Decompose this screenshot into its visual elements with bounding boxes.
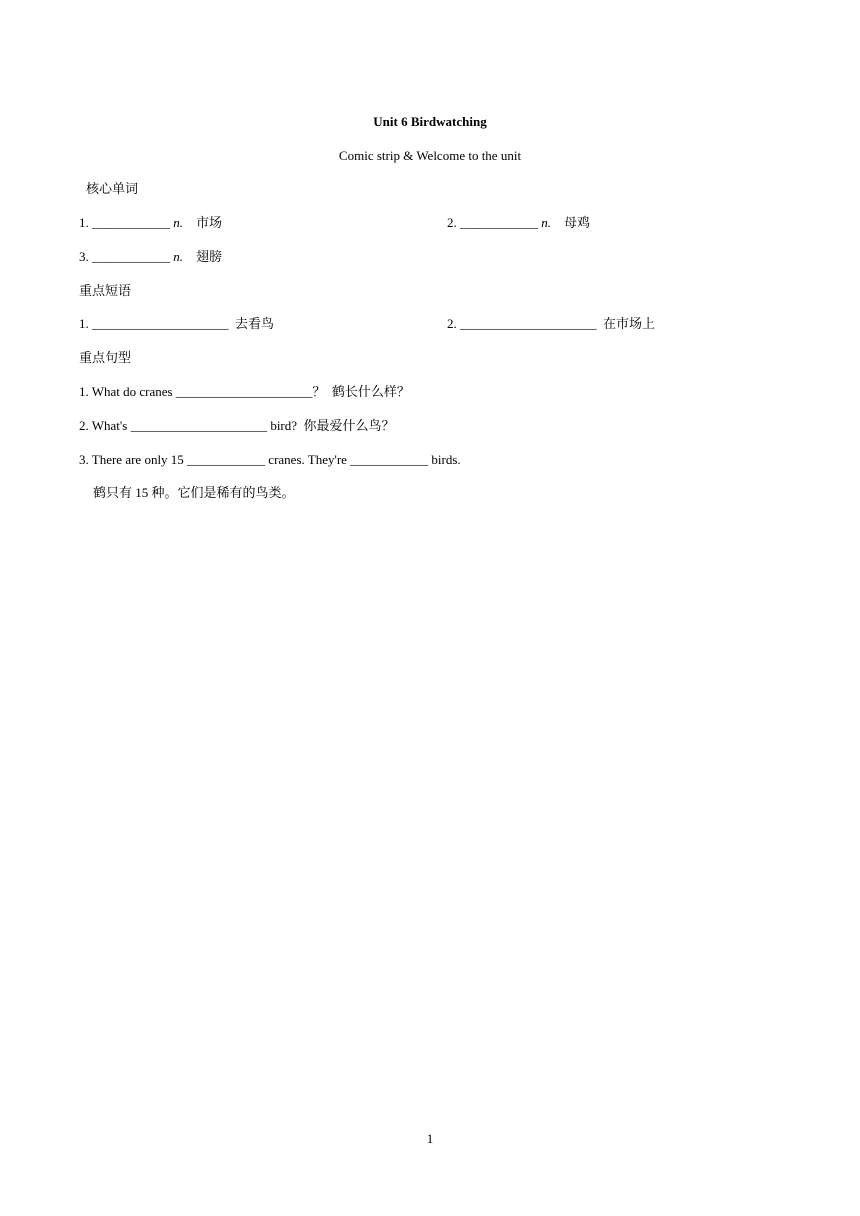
sentence-translation: 鹤只有 15 种。它们是稀有的鸟类。: [93, 485, 295, 500]
section-heading-phrases: 重点短语: [79, 283, 132, 298]
page-subtitle: Comic strip & Welcome to the unit: [338, 148, 522, 163]
word-meaning: 母鸡: [564, 215, 591, 230]
sentence-item: 3. There are only 15 ____________ cranes. They're ____________ birds.: [79, 452, 461, 467]
page-title: Unit 6 Birdwatching: [373, 114, 487, 129]
sentence-item: 1. What do cranes _____________________？ 鹤长什么样？: [79, 384, 410, 399]
item-number: 1.: [79, 215, 92, 230]
item-number: 2.: [447, 215, 460, 230]
word-meaning: 翅膀: [196, 249, 223, 264]
phrase-item: 2. _____________________ 在市场上: [447, 316, 656, 331]
word-item: [79, 249, 222, 265]
section-heading-words: 核心单词: [86, 181, 139, 196]
section-heading-sentences: 重点句型: [79, 350, 132, 365]
part-of-speech: n.: [173, 249, 183, 264]
answer-blank: ____________: [460, 215, 538, 230]
part-of-speech: n.: [541, 215, 551, 230]
part-of-speech: n.: [173, 215, 183, 230]
word-item: [79, 215, 222, 231]
sentence-item: 2. What's _____________________ bird? 你最爱什么鸟？: [79, 418, 395, 433]
answer-blank: ____________: [92, 249, 170, 264]
phrase-item: 1. _____________________ 去看鸟: [79, 316, 275, 331]
word-item: [447, 215, 590, 231]
page-number: 1: [426, 1131, 434, 1146]
answer-blank: ____________: [92, 215, 170, 230]
item-number: 3.: [79, 249, 92, 264]
word-meaning: 市场: [196, 215, 223, 230]
